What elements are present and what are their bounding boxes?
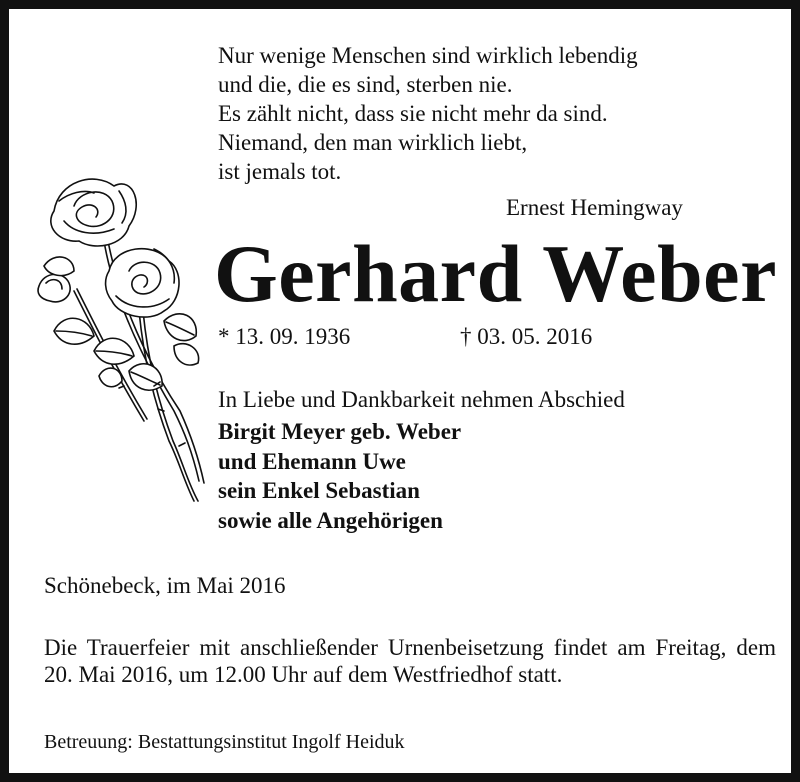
funeral-home-credit: Betreuung: Bestattungsinstitut Ingolf Heiduk <box>44 731 405 753</box>
place-date: Schönebeck, im Mai 2016 <box>44 573 286 598</box>
poem-line: ist jemals tot. <box>218 159 342 184</box>
mourner-line: und Ehemann Uwe <box>218 448 406 474</box>
poem-line: Niemand, den man wirklich liebt, <box>218 130 528 155</box>
death-date: † 03. 05. 2016 <box>460 324 593 349</box>
deceased-name: Gerhard Weber <box>214 228 777 319</box>
poem-line: Nur wenige Menschen sind wirklich lebendig <box>218 43 638 68</box>
mourner-line: sein Enkel Sebastian <box>218 478 420 503</box>
mourning-intro: In Liebe und Dankbarkeit nehmen Abschied <box>218 387 625 412</box>
mourner-line: sowie alle Angehörigen <box>218 507 443 533</box>
poem-line: Es zählt nicht, dass sie nicht mehr da sind. <box>218 101 608 126</box>
ceremony-notice: Die Trauerfeier mit anschließender Urnenbeisetzung findet am Freitag, dem 20. Mai 2016, um 12.00 Uhr auf dem Westfriedhof statt. <box>44 635 776 687</box>
poem-quote <box>218 41 638 186</box>
mourner-line: Birgit Meyer geb. Weber <box>218 419 462 444</box>
rose-illustration-icon <box>34 171 214 506</box>
poem-line: und die, die es sind, sterben nie. <box>218 72 513 97</box>
mourners-list <box>218 417 461 535</box>
poem-author: Ernest Hemingway <box>506 195 683 220</box>
birth-date: * 13. 09. 1936 <box>218 324 351 349</box>
